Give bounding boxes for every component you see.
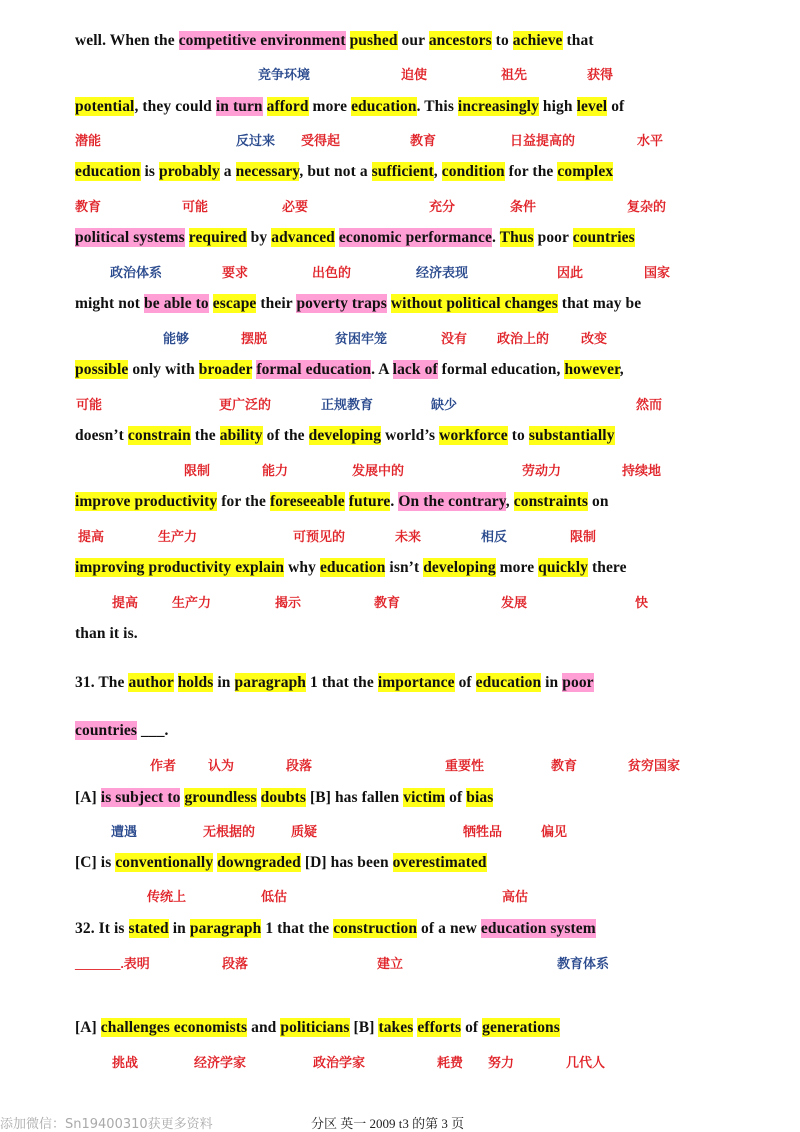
annotation-word: 提高 bbox=[112, 595, 139, 610]
annotation-word: 正规教育 bbox=[321, 397, 374, 412]
passage-line bbox=[75, 672, 594, 694]
highlighted-word: is subject to bbox=[100, 789, 181, 806]
annotation-word: 水平 bbox=[637, 133, 664, 148]
passage-line bbox=[75, 359, 624, 381]
annotation-word: 教育 bbox=[551, 758, 578, 773]
annotation-word: 充分 bbox=[429, 199, 456, 214]
passage-text: is bbox=[140, 163, 159, 180]
annotation-line bbox=[0, 394, 800, 414]
passage-text: , bbox=[433, 163, 442, 180]
passage-text: that bbox=[562, 32, 594, 49]
highlighted-word: education bbox=[351, 98, 417, 115]
highlighted-word: paragraph bbox=[189, 920, 262, 937]
passage-line bbox=[75, 557, 627, 579]
highlighted-word: without political changes bbox=[390, 295, 558, 312]
passage-text: high bbox=[538, 98, 577, 115]
highlighted-word: required bbox=[188, 229, 247, 246]
passage-text: formal education, bbox=[437, 361, 565, 378]
highlighted-word: possible bbox=[75, 361, 129, 378]
annotation-word: 段落 bbox=[222, 956, 249, 971]
passage-line bbox=[75, 425, 615, 447]
annotation-word: 传统上 bbox=[147, 889, 187, 904]
annotation-word: 可能 bbox=[182, 199, 209, 214]
highlighted-word: economic performance bbox=[338, 229, 492, 246]
highlighted-word: groundless bbox=[184, 789, 257, 806]
annotation-word: 要求 bbox=[222, 265, 249, 280]
highlighted-word: On the contrary bbox=[398, 493, 506, 510]
annotation-line bbox=[0, 821, 800, 841]
annotation-word: 缺少 bbox=[431, 397, 458, 412]
passage-text bbox=[174, 674, 178, 691]
passage-text: than it is. bbox=[75, 625, 138, 642]
annotation-word: 认为 bbox=[208, 758, 235, 773]
passage-text: of bbox=[454, 674, 476, 691]
highlighted-word: constrain bbox=[127, 427, 191, 444]
passage-line bbox=[75, 623, 138, 645]
annotation-word: 快 bbox=[635, 595, 649, 610]
annotation-line bbox=[0, 196, 800, 216]
annotation-word: 政治学家 bbox=[313, 1055, 366, 1070]
highlighted-word: level bbox=[576, 98, 608, 115]
highlighted-word: doubts bbox=[260, 789, 307, 806]
highlighted-word: conventionally bbox=[115, 854, 214, 871]
highlighted-word: ancestors bbox=[428, 32, 492, 49]
highlighted-word: afford bbox=[266, 98, 309, 115]
passage-text: of bbox=[607, 98, 625, 115]
annotation-line bbox=[0, 526, 800, 546]
annotation-line bbox=[0, 592, 800, 612]
highlighted-word: holds bbox=[177, 674, 214, 691]
passage-text: by bbox=[246, 229, 272, 246]
highlighted-word: victim bbox=[403, 789, 446, 806]
annotation-word: 贫困牢笼 bbox=[335, 331, 388, 346]
annotation-word: 段落 bbox=[286, 758, 313, 773]
passage-line bbox=[75, 852, 487, 874]
highlighted-word: countries bbox=[572, 229, 635, 246]
annotation-word: 政治体系 bbox=[110, 265, 163, 280]
passage-text: to bbox=[507, 427, 529, 444]
highlighted-word: increasingly bbox=[457, 98, 539, 115]
highlighted-word: efforts bbox=[417, 1019, 462, 1036]
passage-text: our bbox=[397, 32, 429, 49]
passage-line bbox=[75, 787, 493, 809]
annotation-word: 能力 bbox=[262, 463, 289, 478]
passage-line bbox=[75, 491, 609, 513]
passage-text: in bbox=[213, 674, 235, 691]
annotation-word: 生产力 bbox=[172, 595, 212, 610]
passage-text: , bbox=[505, 493, 514, 510]
passage-text: of the bbox=[262, 427, 309, 444]
annotation-word: 必要 bbox=[282, 199, 309, 214]
passage-text: 31. The bbox=[75, 674, 129, 691]
annotation-word: 建立 bbox=[377, 956, 404, 971]
annotation-word: 经济表现 bbox=[416, 265, 469, 280]
highlighted-word: advanced bbox=[271, 229, 335, 246]
passage-text: their bbox=[256, 295, 297, 312]
highlighted-word: bias bbox=[466, 789, 494, 806]
highlighted-word: be able to bbox=[144, 295, 209, 312]
passage-text: and bbox=[247, 1019, 281, 1036]
highlighted-word: ability bbox=[219, 427, 263, 444]
highlighted-word: poor bbox=[562, 674, 594, 691]
highlighted-word: Thus bbox=[499, 229, 534, 246]
highlighted-word: escape bbox=[212, 295, 257, 312]
highlighted-word: complex bbox=[557, 163, 614, 180]
highlighted-word: politicians bbox=[280, 1019, 350, 1036]
annotation-word: 经济学家 bbox=[194, 1055, 247, 1070]
page-footer: 分区 英一 2009 t3 的第 3 页 bbox=[311, 1116, 465, 1131]
watermark-text: 添加微信：Sn19400310获更多资料 bbox=[0, 1117, 213, 1132]
passage-text: , bbox=[619, 361, 624, 378]
passage-text: . bbox=[491, 229, 500, 246]
annotation-line bbox=[0, 460, 800, 480]
annotation-word: 政治上的 bbox=[497, 331, 550, 346]
annotation-word: 教育体系 bbox=[557, 956, 610, 971]
annotation-word: 复杂的 bbox=[627, 199, 667, 214]
highlighted-word: condition bbox=[441, 163, 505, 180]
annotation-word: 未来 bbox=[395, 529, 422, 544]
passage-text: poor bbox=[533, 229, 573, 246]
passage-line bbox=[75, 96, 624, 118]
highlighted-word: education system bbox=[480, 920, 596, 937]
highlighted-word: importance bbox=[377, 674, 455, 691]
highlighted-word: achieve bbox=[512, 32, 563, 49]
highlighted-word: poverty traps bbox=[296, 295, 387, 312]
passage-text: only with bbox=[128, 361, 199, 378]
passage-text: . bbox=[390, 493, 399, 510]
annotation-word: 耗费 bbox=[437, 1055, 464, 1070]
annotation-line bbox=[0, 886, 800, 906]
annotation-line bbox=[0, 64, 800, 84]
highlighted-word: quickly bbox=[538, 559, 588, 576]
annotation-word: 几代人 bbox=[566, 1055, 606, 1070]
passage-line bbox=[75, 227, 635, 249]
highlighted-word: sufficient bbox=[371, 163, 434, 180]
annotation-word: 可能 bbox=[76, 397, 103, 412]
passage-text: [C] is bbox=[75, 854, 116, 871]
highlighted-word: in turn bbox=[215, 98, 263, 115]
passage-text: world’s bbox=[381, 427, 440, 444]
annotation-word: 遭遇 bbox=[111, 824, 138, 839]
passage-text: a bbox=[219, 163, 236, 180]
passage-text: more bbox=[495, 559, 539, 576]
passage-text: . A bbox=[371, 361, 393, 378]
passage-line bbox=[75, 1017, 560, 1039]
highlighted-word: foreseeable bbox=[269, 493, 345, 510]
highlighted-word: challenges economists bbox=[100, 1019, 248, 1036]
highlighted-word: improve productivity bbox=[75, 493, 218, 510]
passage-text: [B] bbox=[349, 1019, 379, 1036]
passage-text: doesn’t bbox=[75, 427, 128, 444]
annotation-word: 能够 bbox=[163, 331, 190, 346]
highlighted-word: overestimated bbox=[392, 854, 487, 871]
annotation-word: 作者 bbox=[150, 758, 177, 773]
passage-text: of a new bbox=[417, 920, 481, 937]
annotation-word: 更广泛的 bbox=[219, 397, 272, 412]
annotation-word: 高估 bbox=[502, 889, 529, 904]
passage-text: [A] bbox=[75, 1019, 101, 1036]
highlighted-word: paragraph bbox=[234, 674, 307, 691]
passage-text: [A] bbox=[75, 789, 101, 806]
highlighted-word: political systems bbox=[75, 229, 185, 246]
annotation-word: 获得 bbox=[587, 67, 614, 82]
highlighted-word: constraints bbox=[513, 493, 589, 510]
passage-text: for the bbox=[504, 163, 558, 180]
annotation-word: 发展 bbox=[501, 595, 528, 610]
annotation-word: 潜能 bbox=[75, 133, 102, 148]
passage-text: why bbox=[284, 559, 320, 576]
highlighted-word: generations bbox=[482, 1019, 560, 1036]
annotation-word: 摆脱 bbox=[241, 331, 268, 346]
highlighted-word: formal education bbox=[256, 361, 372, 378]
annotation-word: 反过来 bbox=[236, 133, 276, 148]
highlighted-word: broader bbox=[198, 361, 253, 378]
passage-text: [B] has fallen bbox=[306, 789, 404, 806]
passage-text: that may be bbox=[557, 295, 642, 312]
highlighted-word: education bbox=[475, 674, 542, 691]
annotation-word: _______.表明 bbox=[75, 956, 150, 971]
passage-text: ___. bbox=[137, 722, 169, 739]
annotation-word: 努力 bbox=[488, 1055, 515, 1070]
annotation-word: 受得起 bbox=[301, 133, 341, 148]
passage-text: more bbox=[308, 98, 352, 115]
highlighted-word: competitive environment bbox=[178, 32, 346, 49]
annotation-word: 生产力 bbox=[158, 529, 198, 544]
annotation-word: 无根据的 bbox=[203, 824, 256, 839]
highlighted-word: education bbox=[319, 559, 386, 576]
passage-text: might not bbox=[75, 295, 145, 312]
passage-text: in bbox=[168, 920, 190, 937]
annotation-line bbox=[0, 755, 800, 775]
passage-text: 32. It is bbox=[75, 920, 129, 937]
passage-line bbox=[75, 293, 641, 315]
annotation-line bbox=[0, 328, 800, 348]
passage-text: well. When the bbox=[75, 32, 179, 49]
annotation-word: 出色的 bbox=[312, 265, 352, 280]
highlighted-word: takes bbox=[378, 1019, 414, 1036]
highlighted-word: probably bbox=[159, 163, 220, 180]
annotation-word: 教育 bbox=[75, 199, 102, 214]
passage-text: , but not a bbox=[299, 163, 372, 180]
annotation-word: 揭示 bbox=[275, 595, 302, 610]
annotation-word: 贫穷国家 bbox=[628, 758, 681, 773]
passage-line bbox=[75, 161, 613, 183]
highlighted-word: construction bbox=[333, 920, 418, 937]
highlighted-word: developing bbox=[423, 559, 496, 576]
highlighted-word: stated bbox=[128, 920, 169, 937]
annotation-line bbox=[0, 130, 800, 150]
passage-line bbox=[75, 918, 596, 940]
highlighted-word: lack of bbox=[392, 361, 438, 378]
highlighted-word: developing bbox=[308, 427, 382, 444]
highlighted-word: author bbox=[128, 674, 174, 691]
annotation-word: 祖先 bbox=[501, 67, 528, 82]
passage-line bbox=[75, 720, 169, 742]
passage-line bbox=[75, 30, 594, 52]
annotation-word: 可预见的 bbox=[293, 529, 346, 544]
passage-text: to bbox=[491, 32, 513, 49]
passage-text: [D] has been bbox=[300, 854, 393, 871]
passage-text: 1 that the bbox=[261, 920, 334, 937]
annotation-line bbox=[0, 262, 800, 282]
passage-text: isn’t bbox=[385, 559, 424, 576]
highlighted-word: potential bbox=[75, 98, 135, 115]
annotation-word: 持续地 bbox=[622, 463, 662, 478]
annotation-word: 迫使 bbox=[401, 67, 428, 82]
annotation-word: 改变 bbox=[581, 331, 608, 346]
annotation-word: 牺牲品 bbox=[463, 824, 503, 839]
annotation-word: 挑战 bbox=[112, 1055, 139, 1070]
highlighted-word: workforce bbox=[439, 427, 508, 444]
passage-text: of bbox=[461, 1019, 483, 1036]
annotation-word: 相反 bbox=[481, 529, 508, 544]
highlighted-word: however bbox=[564, 361, 620, 378]
highlighted-word: improving productivity explain bbox=[75, 559, 285, 576]
annotation-word: 条件 bbox=[510, 199, 537, 214]
annotation-line bbox=[0, 953, 800, 973]
highlighted-word: pushed bbox=[349, 32, 398, 49]
annotation-word: 限制 bbox=[184, 463, 211, 478]
annotation-line bbox=[0, 1052, 800, 1072]
annotation-word: 教育 bbox=[410, 133, 437, 148]
passage-text: in bbox=[541, 674, 563, 691]
passage-text: the bbox=[190, 427, 220, 444]
passage-text bbox=[346, 32, 350, 49]
highlighted-word: necessary bbox=[235, 163, 300, 180]
annotation-word: 偏见 bbox=[541, 824, 568, 839]
highlighted-word: future bbox=[348, 493, 391, 510]
annotation-word: 教育 bbox=[374, 595, 401, 610]
highlighted-word: countries bbox=[75, 722, 138, 739]
annotation-word: 国家 bbox=[644, 265, 671, 280]
annotation-word: 没有 bbox=[441, 331, 468, 346]
passage-text: , they could bbox=[134, 98, 216, 115]
passage-text: on bbox=[588, 493, 609, 510]
annotation-word: 重要性 bbox=[445, 758, 485, 773]
highlighted-word: education bbox=[75, 163, 141, 180]
annotation-word: 劳动力 bbox=[522, 463, 562, 478]
annotation-word: 然而 bbox=[636, 397, 663, 412]
annotation-word: 竞争环境 bbox=[258, 67, 311, 82]
highlighted-word: substantially bbox=[528, 427, 615, 444]
annotation-word: 日益提高的 bbox=[510, 133, 576, 148]
highlighted-word: downgraded bbox=[217, 854, 301, 871]
passage-text: there bbox=[587, 559, 627, 576]
annotation-word: 限制 bbox=[570, 529, 597, 544]
annotation-word: 提高 bbox=[78, 529, 105, 544]
annotation-word: 发展中的 bbox=[352, 463, 405, 478]
annotation-word: 因此 bbox=[557, 265, 584, 280]
annotation-word: 质疑 bbox=[291, 824, 318, 839]
passage-text: . This bbox=[416, 98, 458, 115]
passage-text: 1 that the bbox=[306, 674, 378, 691]
annotation-word: 低估 bbox=[261, 889, 288, 904]
passage-text: of bbox=[445, 789, 467, 806]
passage-text: for the bbox=[217, 493, 270, 510]
